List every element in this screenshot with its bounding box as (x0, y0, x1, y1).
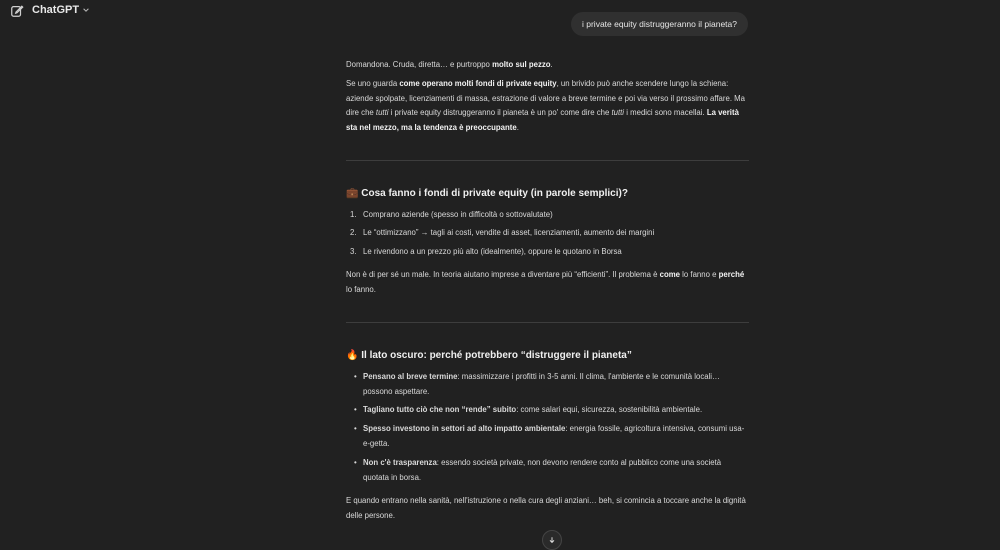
divider (346, 322, 749, 323)
briefcase-icon: 💼 (346, 188, 359, 199)
top-bar (0, 0, 1000, 22)
model-name: ChatGPT (32, 4, 80, 16)
user-message-bubble: i private equity distruggeranno il pianeta? (571, 12, 748, 36)
section1-conclusion: Non è di per sé un male. In teoria aiutano imprese a diventare più “efficienti”. Il problema è come lo fanno e perché lo fanno. (346, 270, 745, 294)
section-heading-what-they-do: 💼 Cosa fanno i fondi di private equity (in parole semplici)? (346, 188, 628, 199)
scroll-down-button[interactable] (542, 530, 562, 550)
chevron-down-icon (82, 6, 90, 14)
fire-icon: 🔥 (346, 350, 359, 361)
arrow-down-icon (548, 536, 556, 544)
divider (346, 160, 749, 161)
section2-conclusion: E quando entrano nella sanità, nell'istruzione o nella cura degli anziani… beh, si comincia a toccare anche la dignità delle persone. (346, 496, 746, 520)
section-heading-dark-side: 🔥 Il lato oscuro: perché potrebbero “distruggere il pianeta” (346, 350, 632, 361)
answer-intro-1: Domandona. Cruda, diretta… e purtroppo molto sul pezzo. (346, 60, 553, 69)
answer-intro-2: Se uno guarda come operano molti fondi di private equity, un brivido può anche scendere lungo la schiena: aziende spolpate, licenziamenti di massa, estrazione di valore a breve termine e poi via verso il prossimo affare. Ma dire che tutti i private equity distruggeranno il pianeta è un po' come dire che tutti i medici sono macellai. La verità sta nel mezzo, ma la tendenza è preoccupante. (346, 79, 745, 132)
model-selector[interactable] (32, 4, 90, 16)
new-chat-icon[interactable] (10, 4, 24, 18)
